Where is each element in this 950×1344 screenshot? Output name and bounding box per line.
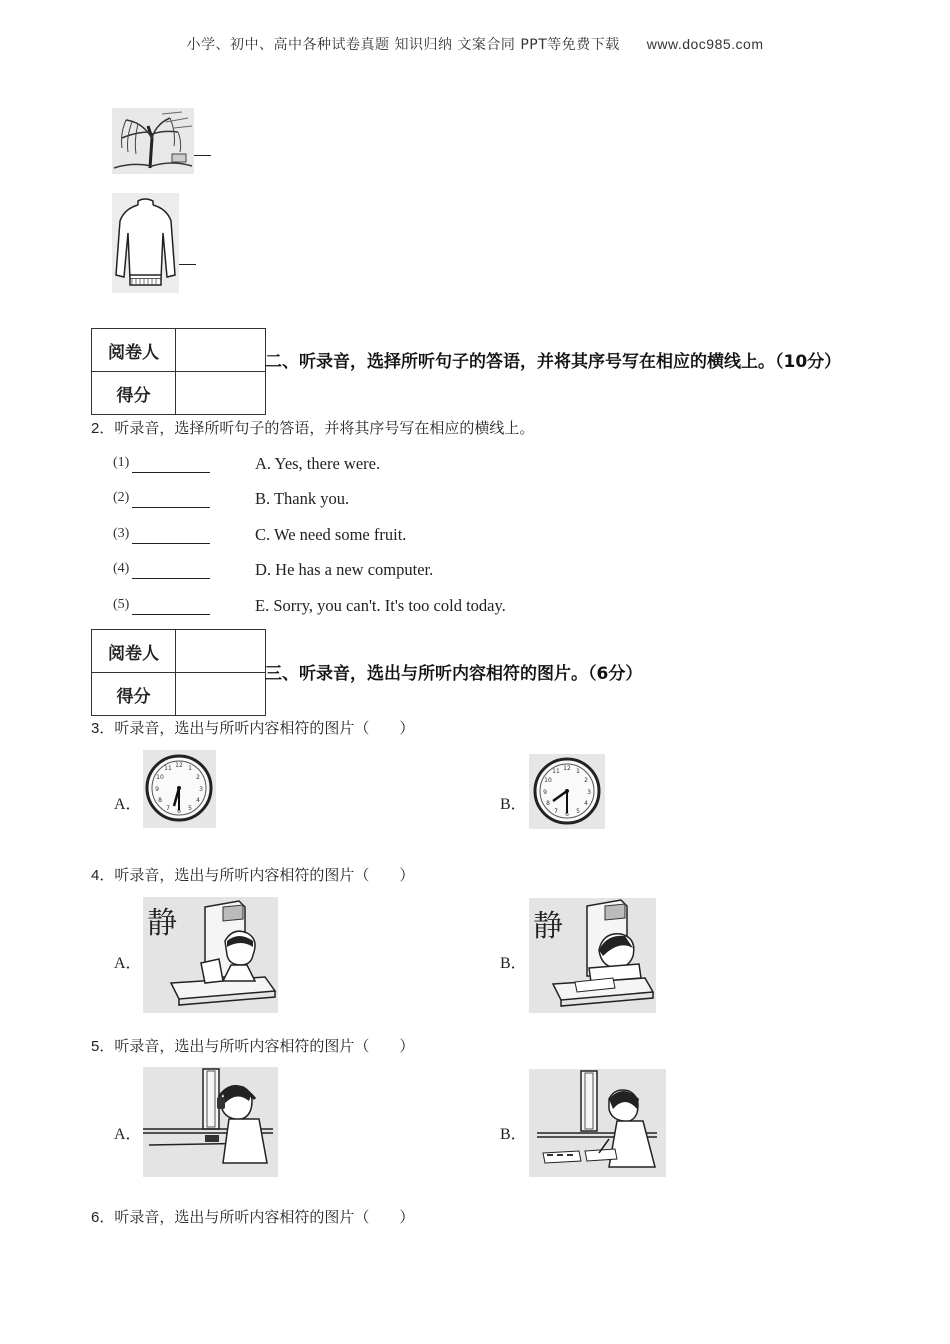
question-text: 听录音，选择所听句子的答语，并将其序号写在相应的横线上。 — [114, 419, 535, 437]
answer-option: D. He has a new computer. — [255, 560, 434, 579]
answer-line — [194, 155, 211, 156]
question-text: 听录音，选出与所听内容相符的图片（ ） — [114, 1208, 415, 1226]
reviewer-field[interactable] — [176, 630, 266, 673]
svg-text:9: 9 — [155, 786, 159, 793]
svg-text:7: 7 — [554, 808, 558, 815]
question-number: 2． — [91, 420, 115, 437]
question-text: 听录音，选出与所听内容相符的图片（ ） — [114, 1037, 415, 1055]
question-2 — [91, 417, 534, 438]
answer-blank[interactable] — [132, 578, 210, 579]
option-a-girl-reading-picture[interactable] — [143, 897, 278, 1013]
girl-headphones-icon — [143, 1067, 278, 1177]
svg-text:11: 11 — [164, 765, 172, 772]
reviewer-label: 阅卷人 — [92, 329, 176, 372]
clock-icon — [529, 754, 605, 829]
section-3-title: 三、听录音，选出与所听内容相符的图片。（6分） — [265, 664, 643, 684]
svg-text:7: 7 — [166, 805, 170, 812]
item-number: (1) — [113, 455, 130, 470]
answer-option: B. Thank you. — [255, 489, 350, 508]
girl-sleeping-icon — [529, 898, 656, 1013]
svg-text:11: 11 — [552, 768, 560, 775]
svg-text:5: 5 — [188, 805, 192, 812]
score-box — [91, 328, 266, 415]
option-a-label: A． — [114, 955, 142, 972]
answer-blank[interactable] — [132, 472, 210, 473]
windy-tree-icon — [112, 108, 194, 174]
header-text: 小学、初中、高中各种试卷真题 知识归纳 文案合同 PPT等免费下载 — [186, 37, 620, 53]
svg-text:4: 4 — [196, 797, 200, 804]
option-a-label: A． — [114, 1126, 142, 1143]
question-number: 5． — [91, 1038, 115, 1055]
score-label: 得分 — [92, 372, 176, 415]
answer-option: E. Sorry, you can't. It's too cold today. — [255, 596, 506, 615]
girl-writing-icon — [529, 1069, 666, 1177]
svg-text:8: 8 — [546, 800, 550, 807]
svg-text:12: 12 — [563, 765, 571, 772]
question-number: 3． — [91, 720, 115, 737]
item-number: (3) — [113, 526, 130, 541]
option-a-clock-picture[interactable] — [143, 750, 216, 828]
question-6 — [91, 1206, 414, 1227]
svg-text:2: 2 — [584, 777, 588, 784]
item-number: (2) — [113, 490, 130, 505]
svg-text:6: 6 — [177, 808, 181, 815]
question-number: 4． — [91, 867, 115, 884]
quiet-sign-text: 静 — [147, 906, 177, 941]
svg-text:1: 1 — [188, 765, 192, 772]
option-b-girl-sleeping-picture[interactable] — [529, 898, 656, 1013]
header-site: www.doc985.com — [646, 36, 764, 52]
svg-text:10: 10 — [156, 774, 164, 781]
option-a-girl-headphones-picture[interactable] — [143, 1067, 278, 1177]
svg-text:12: 12 — [175, 762, 183, 769]
score-field[interactable] — [176, 372, 266, 415]
option-b-label: B． — [500, 955, 527, 972]
section-2-title: 二、听录音，选择所听句子的答语，并将其序号写在相应的横线上。（10分） — [265, 352, 842, 372]
clock-icon — [143, 750, 216, 828]
svg-text:5: 5 — [576, 808, 580, 815]
question-number: 6． — [91, 1209, 115, 1226]
svg-text:6: 6 — [565, 811, 569, 818]
svg-text:3: 3 — [199, 786, 203, 793]
answer-blank[interactable] — [132, 543, 210, 544]
question-3 — [91, 717, 414, 738]
quiet-sign-text: 静 — [533, 909, 563, 944]
score-field[interactable] — [176, 673, 266, 716]
svg-text:3: 3 — [587, 789, 591, 796]
svg-text:9: 9 — [543, 789, 547, 796]
sweater-icon — [112, 193, 179, 293]
svg-text:4: 4 — [584, 800, 588, 807]
option-b-girl-writing-picture[interactable] — [529, 1069, 666, 1177]
question-text: 听录音，选出与所听内容相符的图片（ ） — [114, 719, 415, 737]
option-b-label: B． — [500, 796, 527, 813]
svg-text:8: 8 — [158, 797, 162, 804]
sweater-picture — [112, 193, 179, 293]
option-b-clock-picture[interactable] — [529, 754, 605, 829]
girl-reading-icon — [143, 897, 278, 1013]
question-4 — [91, 864, 414, 885]
answer-line — [179, 264, 196, 265]
question-text: 听录音，选出与所听内容相符的图片（ ） — [114, 866, 415, 884]
score-box — [91, 629, 266, 716]
windy-tree-picture — [112, 108, 194, 174]
answer-option: A. Yes, there were. — [255, 454, 381, 473]
item-number: (5) — [113, 597, 130, 612]
answer-blank[interactable] — [132, 507, 210, 508]
svg-text:2: 2 — [196, 774, 200, 781]
item-number: (4) — [113, 561, 130, 576]
answer-blank[interactable] — [132, 614, 210, 615]
page-header — [0, 34, 950, 54]
question-5 — [91, 1035, 414, 1056]
reviewer-field[interactable] — [176, 329, 266, 372]
option-b-label: B． — [500, 1126, 527, 1143]
reviewer-label: 阅卷人 — [92, 630, 176, 673]
answer-option: C. We need some fruit. — [255, 525, 407, 544]
svg-text:1: 1 — [576, 768, 580, 775]
option-a-label: A． — [114, 796, 142, 813]
score-label: 得分 — [92, 673, 176, 716]
svg-text:10: 10 — [544, 777, 552, 784]
